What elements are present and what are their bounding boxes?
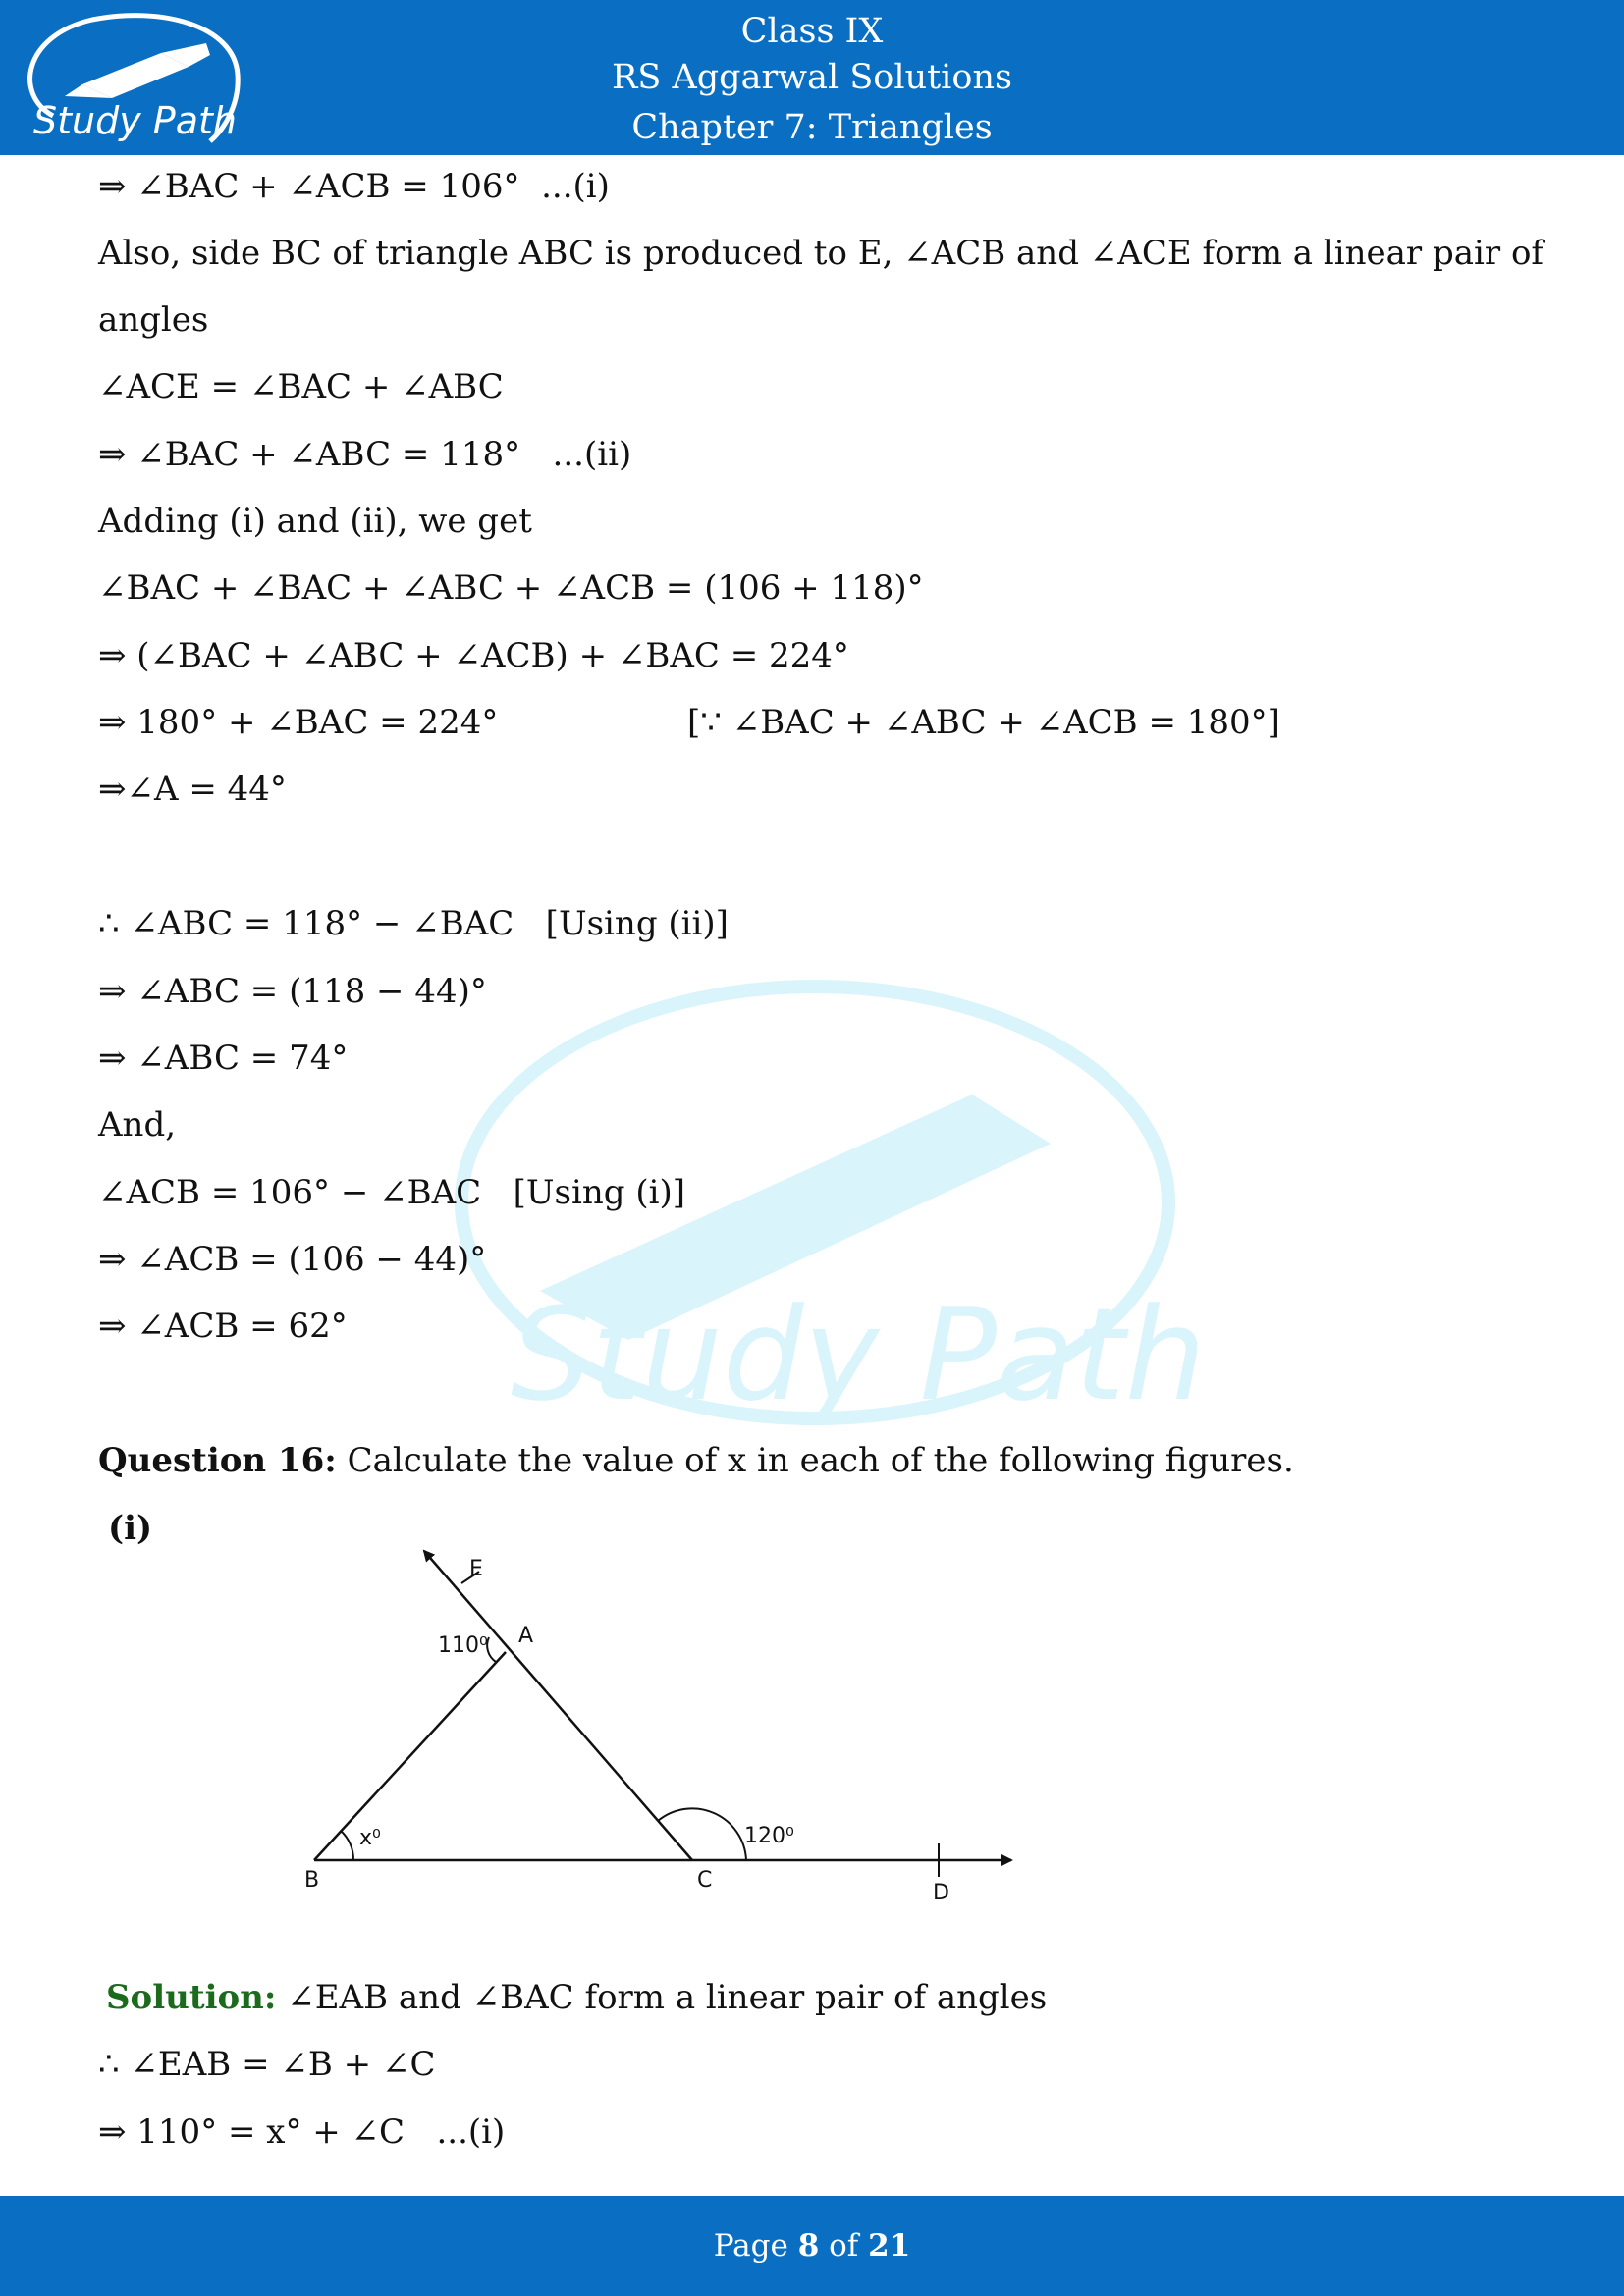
svg-text:Study Path: Study Path xyxy=(33,99,237,142)
math-line: ⇒ ∠BAC + ∠ABC = 118° ...(ii) xyxy=(98,435,632,474)
math-line: ⇒ 180° + ∠BAC = 224° xyxy=(98,703,499,742)
angle-arc-a xyxy=(487,1637,496,1662)
text-line: And, xyxy=(98,1105,177,1145)
label-angle-b: x⁰ xyxy=(359,1826,381,1850)
text-line: angles xyxy=(98,300,209,340)
page-of: of xyxy=(819,2228,869,2264)
page-prefix: Page xyxy=(713,2228,798,2264)
triangle-figure xyxy=(285,1536,1031,1919)
page-total: 21 xyxy=(868,2228,911,2264)
math-line: ∴ ∠ABC = 118° − ∠BAC [Using (ii)] xyxy=(98,904,729,943)
math-line: ∠BAC + ∠BAC + ∠ABC + ∠ACB = (106 + 118)° xyxy=(98,568,924,608)
side-ba xyxy=(314,1652,506,1860)
page-footer xyxy=(0,2196,1624,2296)
solution-label: Solution: xyxy=(106,1978,277,2017)
question-label: Question 16: xyxy=(98,1441,337,1480)
text-line: Also, side BC of triangle ABC is produced to E, ∠ACB and ∠ACE form a linear pair of xyxy=(98,234,1544,273)
text-line: Adding (i) and (ii), we get xyxy=(98,502,532,541)
math-reason: [∵ ∠BAC + ∠ABC + ∠ACB = 180°] xyxy=(687,703,1280,742)
page-header xyxy=(0,0,1624,155)
math-line: ⇒ ∠ACB = (106 − 44)° xyxy=(98,1240,487,1279)
label-d: D xyxy=(933,1881,949,1905)
svg-text:Study Path: Study Path xyxy=(511,1280,1207,1429)
math-line: ∠ACE = ∠BAC + ∠ABC xyxy=(98,367,504,406)
question-line xyxy=(98,1439,1294,1482)
math-line: ⇒ (∠BAC + ∠ABC + ∠ACB) + ∠BAC = 224° xyxy=(98,636,849,675)
math-line: ⇒ ∠BAC + ∠ACB = 106° ...(i) xyxy=(98,167,610,206)
math-line: ⇒ ∠ABC = 74° xyxy=(98,1039,349,1078)
side-ca-extended xyxy=(424,1551,692,1860)
math-line: ⇒ ∠ACB = 62° xyxy=(98,1307,348,1346)
solution-line xyxy=(106,1976,1047,2019)
solution-text: ∠EAB and ∠BAC form a linear pair of angles xyxy=(276,1978,1048,2017)
label-angle-a: 110⁰ xyxy=(438,1633,488,1658)
header-class: Class IX xyxy=(740,12,884,51)
page-current: 8 xyxy=(797,2228,820,2264)
math-line: ⇒∠A = 44° xyxy=(98,770,287,809)
math-line: ∴ ∠EAB = ∠B + ∠C xyxy=(98,2045,436,2084)
label-angle-c: 120⁰ xyxy=(744,1824,794,1848)
angle-arc-b xyxy=(341,1831,353,1860)
math-line: ⇒ 110° = x° + ∠C ...(i) xyxy=(98,2112,506,2152)
label-a: A xyxy=(518,1624,534,1648)
header-book: RS Aggarwal Solutions xyxy=(612,58,1012,97)
label-b: B xyxy=(304,1868,320,1893)
label-e: E xyxy=(469,1557,483,1581)
math-line: ⇒ ∠ABC = (118 − 44)° xyxy=(98,972,487,1011)
math-line: ∠ACB = 106° − ∠BAC [Using (i)] xyxy=(98,1173,685,1212)
question-text: Calculate the value of x in each of the following figures. xyxy=(336,1441,1294,1480)
label-c: C xyxy=(697,1868,713,1893)
question-part: (i) xyxy=(108,1509,153,1548)
header-chapter: Chapter 7: Triangles xyxy=(631,108,993,147)
study-path-watermark xyxy=(422,967,1208,1477)
